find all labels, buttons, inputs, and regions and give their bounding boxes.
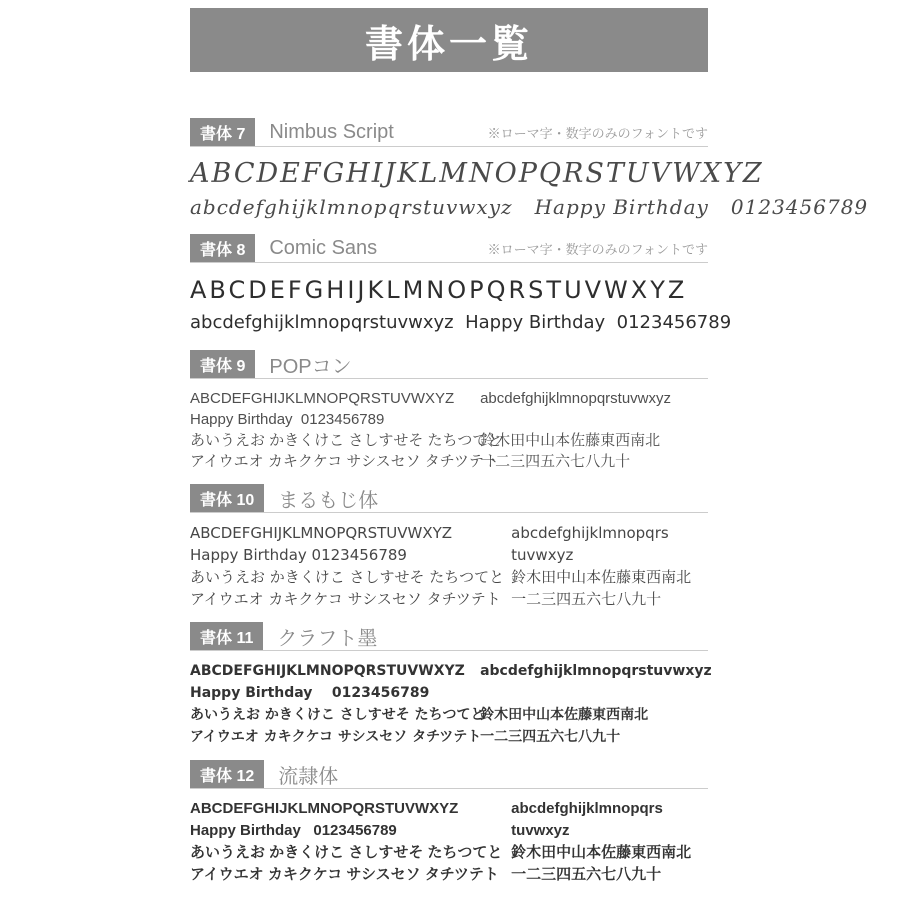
sample-text: 一二三四五六七八九十 bbox=[511, 866, 662, 883]
font-section-11 bbox=[190, 622, 712, 748]
font-note: ※ローマ字・数字のみのフォントです bbox=[487, 241, 708, 257]
font-number-badge: 書体 8 bbox=[190, 234, 255, 262]
sample-text: 鈴木田中山本佐藤東西南北 bbox=[480, 707, 649, 723]
sample-line bbox=[190, 388, 708, 409]
sample-line bbox=[190, 588, 708, 610]
sample-text: ABCDEFGHIJKLMNOPQRSTUVWXYZ bbox=[190, 390, 455, 407]
section-header bbox=[190, 350, 708, 379]
font-sample-block bbox=[190, 379, 708, 472]
sample-text: 鈴木田中山本佐藤東西南北 bbox=[511, 844, 692, 861]
sample-line bbox=[190, 566, 708, 588]
section-header bbox=[190, 760, 708, 789]
sample-text bbox=[480, 682, 708, 704]
sample-line bbox=[190, 430, 708, 451]
sample-line bbox=[190, 682, 708, 704]
font-name: Comic Sans bbox=[269, 236, 378, 259]
sample-line: ABCDEFGHIJKLMNOPQRSTUVWXYZ bbox=[190, 158, 764, 189]
font-sample-block bbox=[190, 147, 869, 222]
font-sample-block bbox=[190, 651, 712, 748]
section-header bbox=[190, 234, 708, 263]
sample-text: 一二三四五六七八九十 bbox=[480, 729, 621, 745]
font-list-page bbox=[190, 8, 869, 898]
sample-text: ABCDEFGHIJKLMNOPQRSTUVWXYZ bbox=[190, 524, 453, 542]
font-section-10 bbox=[190, 484, 708, 610]
font-name: POPコン bbox=[269, 355, 352, 378]
sample-line bbox=[190, 864, 708, 886]
font-number-badge: 書体 10 bbox=[190, 484, 264, 512]
font-number-badge: 書体 12 bbox=[190, 760, 264, 788]
sample-text: あいうえお かきくけこ さしすせそ たちつてと bbox=[190, 844, 503, 861]
sample-text: tuvwxyz bbox=[511, 822, 570, 839]
section-header bbox=[190, 484, 708, 513]
sample-line bbox=[190, 660, 712, 682]
sample-line bbox=[190, 820, 708, 842]
sample-text: ABCDEFGHIJKLMNOPQRSTUVWXYZ bbox=[190, 800, 459, 817]
sample-line: abcdefghijklmnopqrstuvwxyz Happy Birthday 0123456789 bbox=[190, 195, 869, 219]
font-name: クラフト墨 bbox=[277, 627, 378, 650]
font-name: 流隷体 bbox=[278, 765, 339, 788]
sample-text: アイウエオ カキクケコ サシスセソ タチツテト bbox=[190, 453, 499, 470]
font-number-badge: 書体 7 bbox=[190, 118, 255, 146]
sample-text: tuvwxyz bbox=[511, 546, 574, 564]
font-sample-block bbox=[190, 263, 732, 338]
sample-line bbox=[190, 522, 708, 544]
font-section-7 bbox=[190, 118, 869, 222]
sample-text: 鈴木田中山本佐藤東西南北 bbox=[480, 432, 661, 449]
font-name: まるもじ体 bbox=[278, 489, 379, 512]
sample-text: 一二三四五六七八九十 bbox=[511, 590, 662, 608]
sample-line bbox=[190, 726, 708, 748]
font-sample-block bbox=[190, 513, 708, 610]
font-section-12 bbox=[190, 760, 708, 886]
sample-line: ABCDEFGHIJKLMNOPQRSTUVWXYZ bbox=[190, 276, 688, 304]
sample-text: Happy Birthday 0123456789 bbox=[190, 411, 385, 428]
page-title: 書体一覧 bbox=[364, 23, 533, 66]
sample-text: abcdefghijklmnopqrstuvwxyz bbox=[480, 663, 712, 679]
font-section-8 bbox=[190, 234, 732, 338]
section-header bbox=[190, 622, 708, 651]
sample-line bbox=[190, 798, 708, 820]
font-number-badge: 書体 9 bbox=[190, 350, 255, 378]
font-section-9 bbox=[190, 350, 708, 472]
sample-text: 鈴木田中山本佐藤東西南北 bbox=[511, 568, 692, 586]
sample-text: アイウエオ カキクケコ サシスセソ タチツテト bbox=[190, 590, 501, 608]
sample-text: abcdefghijklmnopqrs bbox=[511, 800, 663, 817]
sample-text: Happy Birthday 0123456789 bbox=[190, 685, 430, 701]
sample-line: abcdefghijklmnopqrstuvwxyz Happy Birthday 0123456789 bbox=[190, 312, 732, 333]
page-title-bar bbox=[190, 8, 708, 72]
sample-text: あいうえお かきくけこ さしすせそ たちつてと bbox=[190, 432, 503, 449]
sample-text: あいうえお かきくけこ さしすせそ たちつてと bbox=[190, 707, 485, 723]
sample-line bbox=[190, 842, 708, 864]
sample-text: ABCDEFGHIJKLMNOPQRSTUVWXYZ bbox=[190, 663, 465, 679]
sample-text: abcdefghijklmnopqrstuvwxyz bbox=[480, 390, 671, 407]
sample-text: abcdefghijklmnopqrs bbox=[511, 524, 669, 542]
sample-text: 一二三四五六七八九十 bbox=[480, 453, 631, 470]
sample-text: あいうえお かきくけこ さしすせそ たちつてと bbox=[190, 568, 505, 586]
sample-text bbox=[480, 409, 708, 430]
sample-line bbox=[190, 409, 708, 430]
sample-line bbox=[190, 704, 708, 726]
font-note: ※ローマ字・数字のみのフォントです bbox=[487, 125, 708, 141]
sample-text: アイウエオ カキクケコ サシスセソ タチツテト bbox=[190, 729, 482, 745]
sample-text: Happy Birthday 0123456789 bbox=[190, 546, 407, 564]
font-number-badge: 書体 11 bbox=[190, 622, 263, 650]
font-name: Nimbus Script bbox=[269, 120, 394, 143]
sample-line bbox=[190, 544, 708, 566]
font-sample-block bbox=[190, 789, 708, 886]
sample-text: アイウエオ カキクケコ サシスセソ タチツテト bbox=[190, 866, 499, 883]
sample-line bbox=[190, 451, 708, 472]
sample-text: Happy Birthday 0123456789 bbox=[190, 822, 397, 839]
section-header bbox=[190, 118, 708, 147]
